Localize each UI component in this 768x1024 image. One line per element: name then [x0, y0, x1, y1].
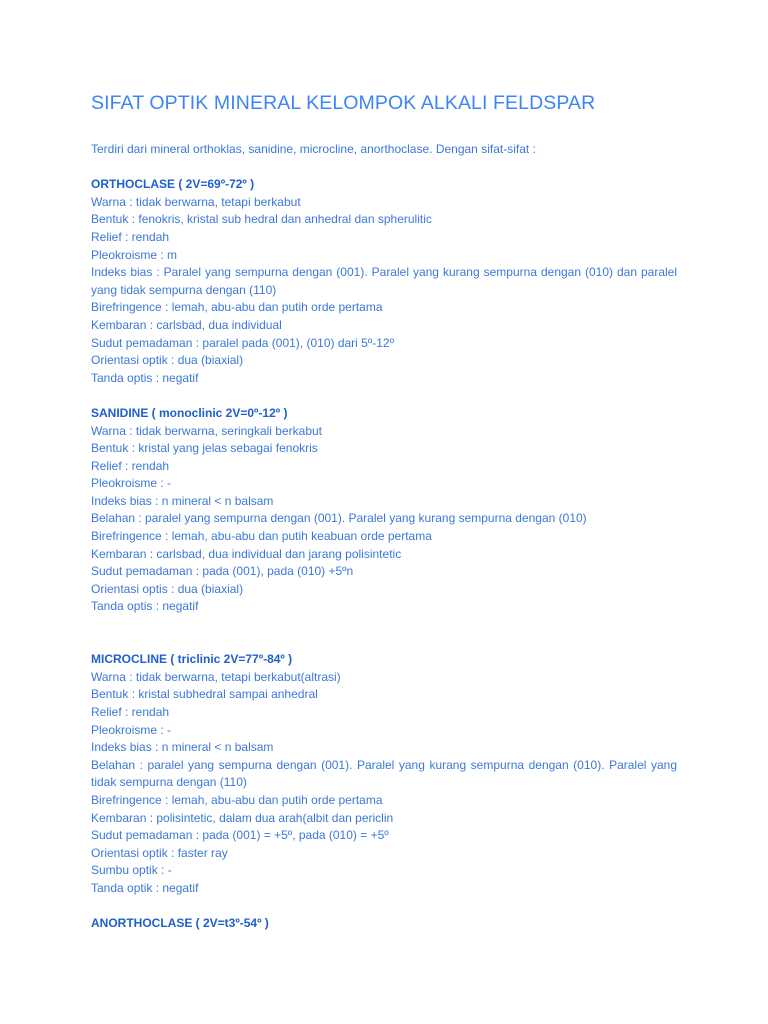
property-line: Orientasi optik : dua (biaxial)	[91, 353, 244, 368]
spacer	[91, 898, 677, 916]
property-line: Orientasi optik : faster ray	[91, 845, 228, 860]
property-line: Indeks bias : n mineral < n balsam	[91, 740, 274, 755]
property-line: Sudut pemadaman : pada (001) = +5º, pada (010) = +5º	[91, 828, 389, 843]
section-sanidine	[91, 405, 677, 616]
property-line: Bentuk : kristal yang jelas sebagai fenokris	[91, 441, 318, 456]
property-line: Sudut pemadaman : pada (001), pada (010) +5ºn	[91, 564, 354, 579]
property-line: Warna : tidak berwarna, seringkali berkabut	[91, 423, 322, 438]
section-heading: MICROCLINE ( triclinic 2V=77º-84º )	[91, 652, 293, 667]
property-line: Relief : rendah	[91, 458, 170, 473]
property-line: Birefringence : lemah, abu-abu dan putih keabuan orde pertama	[91, 529, 432, 544]
property-line: Tanda optis : negatif	[91, 599, 199, 614]
property-line: Belahan : paralel yang sempurna dengan (001). Paralel yang kurang sempurna dengan (010)	[91, 511, 587, 526]
property-line: Orientasi optis : dua (biaxial)	[91, 581, 244, 596]
document-page	[91, 92, 677, 933]
section-orthoclase	[91, 176, 677, 387]
property-line: Tanda optik : negatif	[91, 880, 199, 895]
property-line: Tanda optis : negatif	[91, 370, 199, 385]
property-line: Pleokroisme : -	[91, 476, 172, 491]
property-line: Pleokroisme : -	[91, 722, 172, 737]
section-microcline	[91, 651, 677, 897]
section-anorthoclase	[91, 915, 677, 933]
property-line: Sumbu optik : -	[91, 863, 172, 878]
property-line: Sudut pemadaman : paralel pada (001), (010) dari 5º-12º	[91, 335, 394, 350]
intro-paragraph: Terdiri dari mineral orthoklas, sanidine, microcline, anorthoclase. Dengan sifat-sifat :	[91, 142, 536, 156]
property-line: Kembaran : polisintetic, dalam dua arah(albit dan periclin	[91, 810, 394, 825]
section-heading: ORTHOCLASE ( 2V=69º-72º )	[91, 177, 255, 192]
property-line: Belahan : paralel yang sempurna dengan (001). Paralel yang kurang sempurna dengan (010). Paralel yang tidak sempurna dengan (110)	[91, 757, 677, 790]
property-line: Kembaran : carlsbad, dua individual	[91, 317, 282, 332]
property-line: Bentuk : kristal subhedral sampai anhedral	[91, 687, 318, 702]
property-line: Pleokroisme : m	[91, 247, 178, 262]
section-heading: ANORTHOCLASE ( 2V=t3º-54º )	[91, 916, 269, 931]
property-line: Birefringence : lemah, abu-abu dan putih orde pertama	[91, 300, 383, 315]
property-line: Indeks bias : n mineral < n balsam	[91, 493, 274, 508]
spacer	[91, 616, 677, 651]
property-line: Indeks bias : Paralel yang sempurna dengan (001). Paralel yang kurang sempurna dengan (010) dan paralel yang tidak sempurna dengan (110)	[91, 265, 677, 297]
property-line: Warna : tidak berwarna, tetapi berkabut(altrasi)	[91, 669, 341, 684]
document-title: SIFAT OPTIK MINERAL KELOMPOK ALKALI FELDSPAR	[91, 92, 596, 114]
property-line: Birefringence : lemah, abu-abu dan putih orde pertama	[91, 792, 383, 807]
property-line: Relief : rendah	[91, 229, 170, 244]
spacer	[91, 387, 677, 405]
property-line: Kembaran : carlsbad, dua individual dan jarang polisintetic	[91, 546, 402, 561]
property-line: Relief : rendah	[91, 705, 170, 719]
section-heading: SANIDINE ( monoclinic 2V=0º-12º )	[91, 405, 288, 420]
property-line: Warna : tidak berwarna, tetapi berkabut	[91, 194, 301, 209]
property-line: Bentuk : fenokris, kristal sub hedral dan anhedral dan spherulitic	[91, 212, 432, 227]
